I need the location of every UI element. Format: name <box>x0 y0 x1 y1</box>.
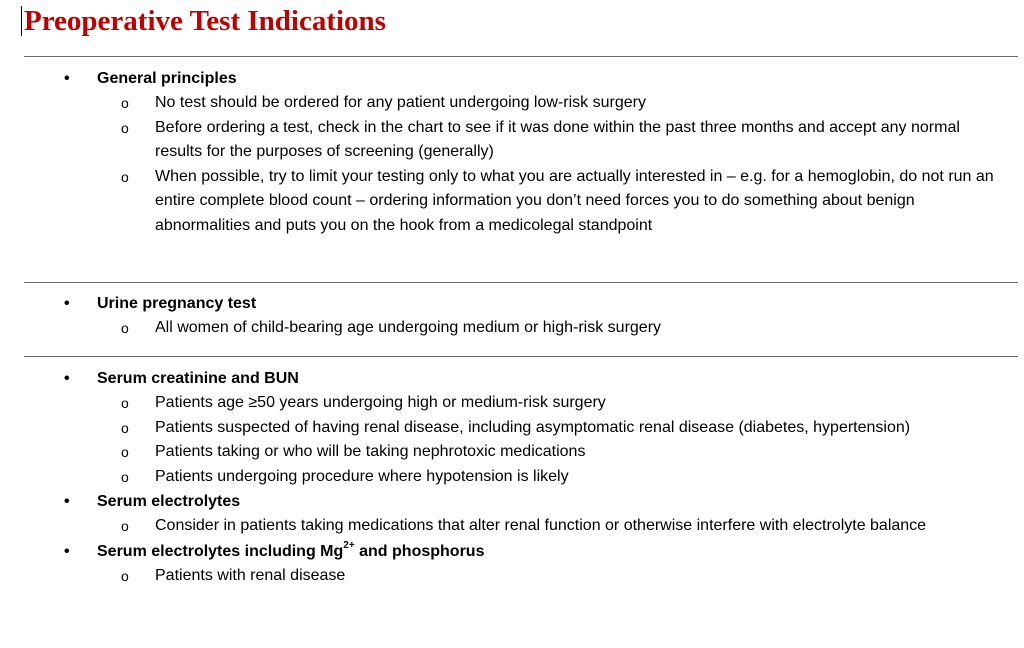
sub-bullet-icon: o <box>121 419 129 436</box>
list-item: o Patients taking or who will be taking nephrotoxic medications <box>0 440 1024 465</box>
section-urine-pregnancy-test <box>0 291 1024 341</box>
topic-heading: Serum creatinine and BUN <box>97 370 299 387</box>
sub-bullet-icon: o <box>121 119 129 136</box>
list-item: o All women of child-bearing age undergoing medium or high-risk surgery <box>0 316 1024 341</box>
list-item: o Patients age ≥50 years undergoing high or medium-risk surgery <box>0 391 1024 416</box>
topic-heading: Serum electrolytes including $Mg^{2+}$ and phosphorus <box>97 540 485 560</box>
section-divider <box>24 356 1018 357</box>
bullet-icon: • <box>64 70 70 87</box>
sub-bullet-icon: o <box>121 518 129 534</box>
sub-bullet-icon: o <box>121 567 129 584</box>
bullet-icon: • <box>64 370 70 387</box>
section-general-principles <box>0 66 1024 238</box>
sub-bullet-icon: o <box>121 95 129 111</box>
sub-bullet-icon: o <box>121 444 129 460</box>
section-divider <box>24 282 1018 283</box>
list-item: o Patients undergoing procedure where hypotension is likely <box>0 465 1024 490</box>
topic-serum-electrolytes <box>0 489 1024 539</box>
bullet-icon: • <box>64 542 70 560</box>
topic-heading: Urine pregnancy test <box>97 295 257 312</box>
topic-serum-electrolytes-mg-phosphorus <box>0 539 1024 589</box>
topic-heading: Serum electrolytes <box>97 493 241 510</box>
text-cursor <box>21 6 22 36</box>
list-item: o No test should be ordered for any patient undergoing low-risk surgery <box>0 91 1024 116</box>
sub-bullet-icon: o <box>121 168 129 185</box>
sub-bullet-icon: o <box>121 468 129 485</box>
list-item: o When possible, try to limit your testing only to what you are actually interested in – e.g. for a hemoglobin, do not run an entire complete blood count – ordering information you don’t need forces you to do something about benign abnormalities and puts you on the hook from a medicolegal standpoint <box>0 165 1024 239</box>
list-item: o Consider in patients taking medications that alter renal function or otherwise interfere with electrolyte balance <box>0 514 1024 539</box>
topic-general-principles <box>0 66 1024 238</box>
section-serum-tests <box>0 366 1024 588</box>
bullet-icon: • <box>64 295 70 312</box>
sub-bullet-icon: o <box>121 320 129 336</box>
document-title: Preoperative Test Indications <box>24 5 386 37</box>
topic-heading: General principles <box>97 70 237 87</box>
list-item: o Patients suspected of having renal disease, including asymptomatic renal disease (diabetes, hypertension) <box>0 416 1024 441</box>
bullet-icon: • <box>64 493 70 510</box>
sub-bullet-icon: o <box>121 395 129 411</box>
list-item: o Patients with renal disease <box>0 564 1024 589</box>
list-item: o Before ordering a test, check in the chart to see if it was done within the past three months and accept any normal results for the purposes of screening (generally) <box>0 116 1024 165</box>
topic-urine-pregnancy-test <box>0 291 1024 341</box>
section-divider <box>24 56 1018 57</box>
topic-serum-creatinine-bun <box>0 366 1024 489</box>
